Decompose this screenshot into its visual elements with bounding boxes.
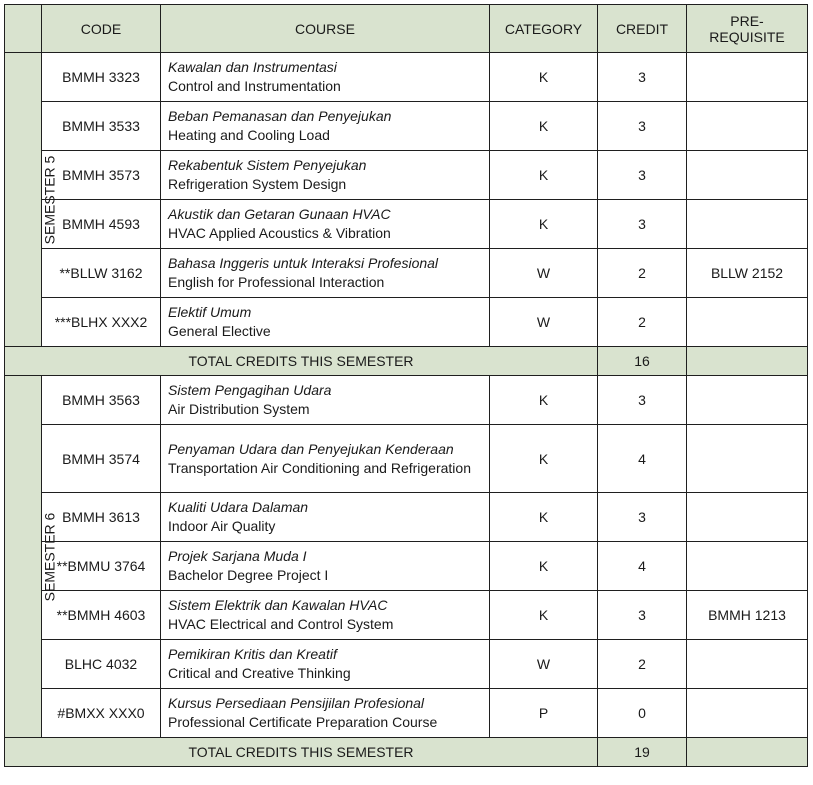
course-prereq	[687, 425, 808, 493]
course-category: W	[490, 298, 598, 347]
course-code: **BLLW 3162	[42, 249, 161, 298]
course-english: Transportation Air Conditioning and Refrigeration	[168, 459, 471, 476]
course-name	[161, 542, 490, 591]
course-credit: 3	[598, 102, 687, 151]
total-blank	[687, 738, 808, 767]
course-malay: Pemikiran Kritis dan Kreatif	[168, 646, 337, 662]
course-malay: Elektif Umum	[168, 304, 252, 320]
course-category: K	[490, 151, 598, 200]
course-prereq	[687, 640, 808, 689]
course-prereq	[687, 493, 808, 542]
course-name	[161, 425, 490, 493]
semester-5-label-cell	[5, 53, 58, 347]
total-blank	[687, 347, 808, 376]
course-name	[161, 53, 490, 102]
course-category: K	[490, 200, 598, 249]
course-category: K	[490, 425, 598, 493]
course-name	[161, 591, 490, 640]
course-name	[161, 151, 490, 200]
course-code: BMMH 3613	[42, 493, 161, 542]
course-english: Heating and Cooling Load	[168, 127, 330, 143]
course-name	[161, 200, 490, 249]
header-prereq-line2: REQUISITE	[709, 28, 785, 45]
course-english: HVAC Electrical and Control System	[168, 616, 394, 632]
header-prereq-line1: PRE-	[730, 12, 764, 29]
course-credit: 3	[598, 53, 687, 102]
table-row	[5, 249, 808, 298]
course-category: K	[490, 591, 598, 640]
course-malay: Kursus Persediaan Pensijilan Profesional	[168, 695, 425, 711]
header-code: CODE	[42, 5, 161, 53]
course-english: English for Professional Interaction	[168, 274, 385, 290]
course-malay: Bahasa Inggeris untuk Interaksi Profesional	[168, 255, 439, 271]
table-row	[5, 493, 808, 542]
table-row	[5, 542, 808, 591]
course-prereq	[687, 200, 808, 249]
course-code: #BMXX XXX0	[42, 689, 161, 738]
course-english: Bachelor Degree Project I	[168, 567, 329, 583]
course-english: Professional Certificate Preparation Course	[168, 714, 438, 730]
header-credit: CREDIT	[598, 5, 687, 53]
table-row	[5, 591, 808, 640]
course-name	[161, 249, 490, 298]
course-english: Control and Instrumentation	[168, 78, 341, 94]
course-code: BMMH 3574	[42, 425, 161, 493]
course-name	[161, 298, 490, 347]
course-prereq	[687, 689, 808, 738]
course-prereq: BMMH 1213	[687, 591, 808, 640]
course-credit: 3	[598, 493, 687, 542]
semester-6-label-cell	[5, 376, 58, 738]
course-credit: 2	[598, 249, 687, 298]
course-malay: Sistem Pengagihan Udara	[168, 382, 332, 398]
course-table	[4, 4, 808, 767]
header-row	[5, 5, 808, 53]
semester-label: SEMESTER 5	[41, 155, 58, 244]
semester-label: SEMESTER 6	[41, 512, 58, 601]
course-prereq	[687, 53, 808, 102]
course-english: HVAC Applied Acoustics & Vibration	[168, 225, 391, 241]
course-prereq	[687, 542, 808, 591]
course-code: BMMH 3533	[42, 102, 161, 151]
table-row	[5, 151, 808, 200]
course-name	[161, 640, 490, 689]
course-code: BMMH 3563	[42, 376, 161, 425]
course-english: Indoor Air Quality	[168, 518, 276, 534]
course-category: K	[490, 53, 598, 102]
course-category: K	[490, 102, 598, 151]
header-blank	[5, 5, 42, 53]
header-course: COURSE	[161, 5, 490, 53]
course-code: **BMMH 4603	[42, 591, 161, 640]
course-credit: 2	[598, 298, 687, 347]
course-malay: Kualiti Udara Dalaman	[168, 499, 309, 515]
course-prereq	[687, 298, 808, 347]
course-malay: Projek Sarjana Muda I	[168, 548, 307, 564]
course-prereq	[687, 376, 808, 425]
course-name	[161, 689, 490, 738]
course-name	[161, 102, 490, 151]
course-malay: Penyaman Udara dan Penyejukan Kenderaan	[168, 440, 454, 457]
total-credits: 19	[598, 738, 687, 767]
total-row	[5, 738, 808, 767]
course-category: W	[490, 249, 598, 298]
course-english: General Elective	[168, 323, 271, 339]
course-category: W	[490, 640, 598, 689]
table-row	[5, 102, 808, 151]
course-prereq	[687, 102, 808, 151]
table-row	[5, 298, 808, 347]
table-row	[5, 200, 808, 249]
total-label: TOTAL CREDITS THIS SEMESTER	[5, 347, 598, 376]
course-category: K	[490, 376, 598, 425]
course-prereq: BLLW 2152	[687, 249, 808, 298]
course-code: BMMH 3573	[42, 151, 161, 200]
course-credit: 3	[598, 200, 687, 249]
course-credit: 3	[598, 151, 687, 200]
course-malay: Kawalan dan Instrumentasi	[168, 59, 337, 75]
course-english: Critical and Creative Thinking	[168, 665, 351, 681]
course-credit: 3	[598, 591, 687, 640]
course-credit: 4	[598, 542, 687, 591]
course-credit: 3	[598, 376, 687, 425]
course-malay: Sistem Elektrik dan Kawalan HVAC	[168, 597, 388, 613]
course-malay: Beban Pemanasan dan Penyejukan	[168, 108, 392, 124]
header-prerequisite	[687, 5, 808, 53]
total-row	[5, 347, 808, 376]
course-english: Refrigeration System Design	[168, 176, 347, 192]
course-malay: Akustik dan Getaran Gunaan HVAC	[168, 206, 391, 222]
course-code: BMMH 4593	[42, 200, 161, 249]
total-credits: 16	[598, 347, 687, 376]
course-category: P	[490, 689, 598, 738]
header-category: CATEGORY	[490, 5, 598, 53]
course-code: BLHC 4032	[42, 640, 161, 689]
course-credit: 2	[598, 640, 687, 689]
table-row	[5, 425, 808, 493]
course-name	[161, 493, 490, 542]
course-category: K	[490, 542, 598, 591]
course-english: Air Distribution System	[168, 401, 310, 417]
course-prereq	[687, 151, 808, 200]
course-code: **BMMU 3764	[42, 542, 161, 591]
course-category: K	[490, 493, 598, 542]
total-label: TOTAL CREDITS THIS SEMESTER	[5, 738, 598, 767]
course-malay: Rekabentuk Sistem Penyejukan	[168, 157, 367, 173]
course-name	[161, 376, 490, 425]
course-credit: 4	[598, 425, 687, 493]
table-row	[5, 53, 808, 102]
course-code: ***BLHX XXX2	[42, 298, 161, 347]
course-code: BMMH 3323	[42, 53, 161, 102]
table-row	[5, 640, 808, 689]
table-row	[5, 689, 808, 738]
table-row	[5, 376, 808, 425]
course-credit: 0	[598, 689, 687, 738]
